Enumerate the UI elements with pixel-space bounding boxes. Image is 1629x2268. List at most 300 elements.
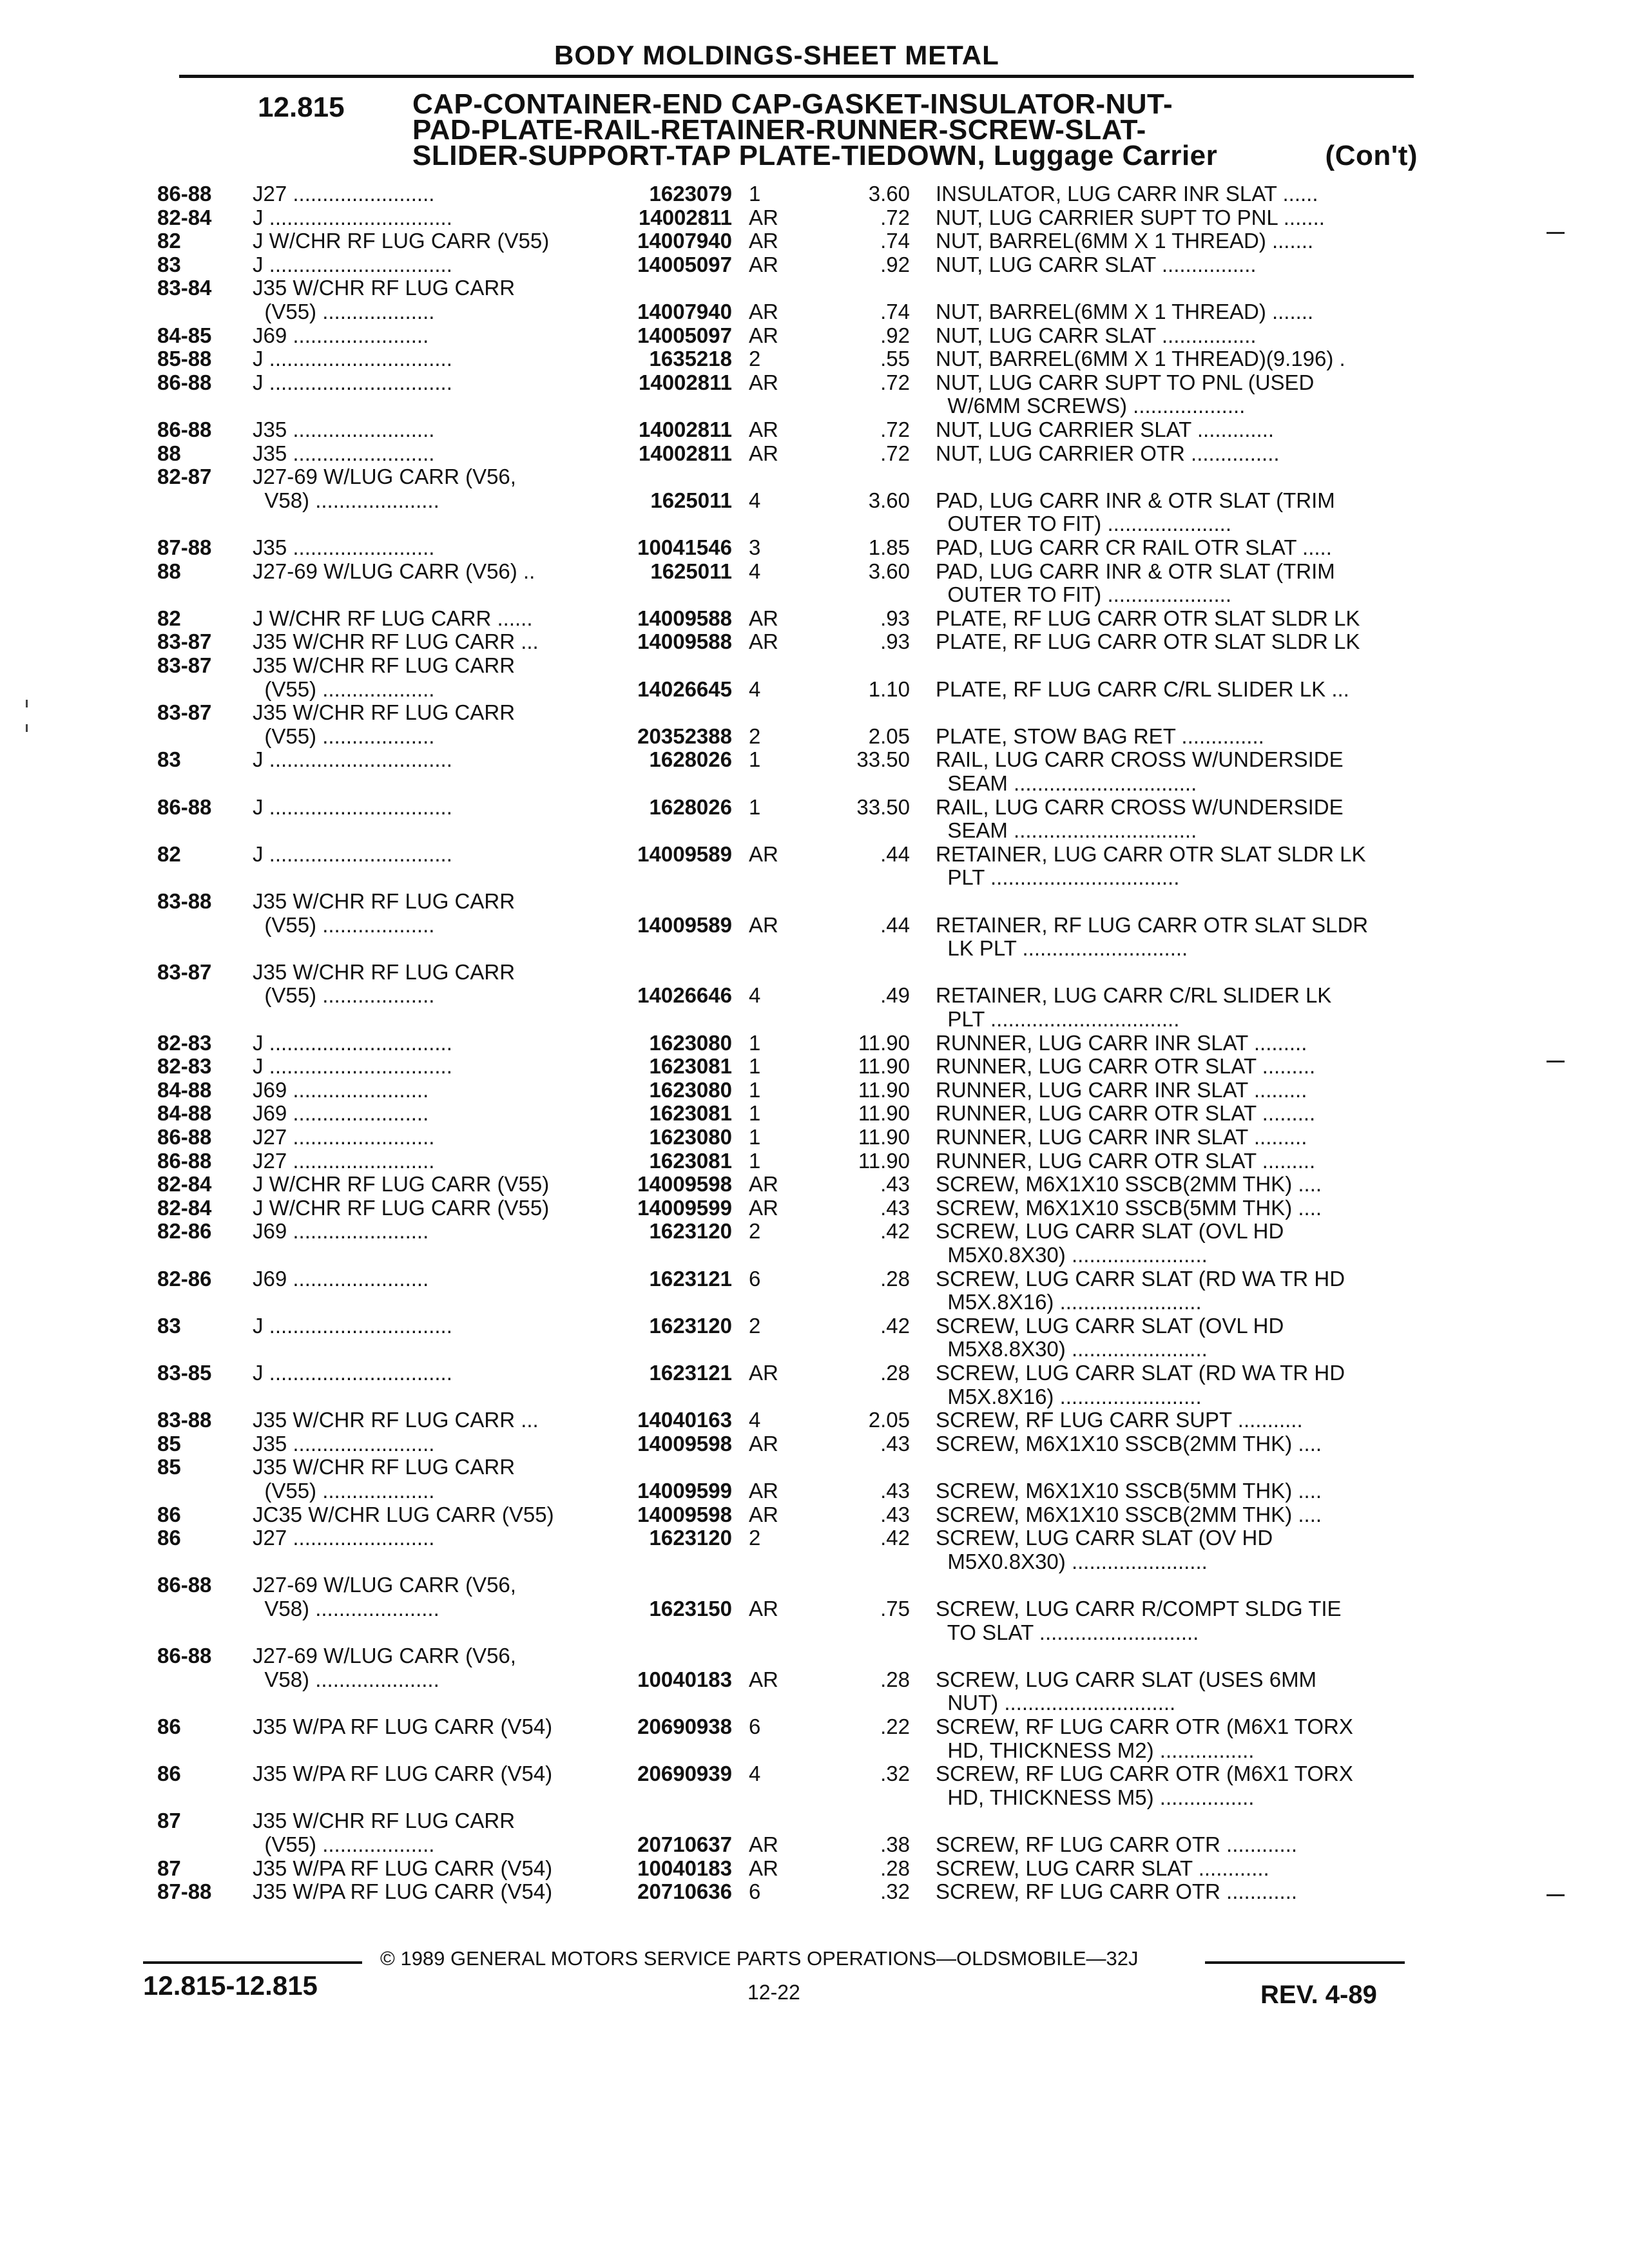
part-number: 1628026 — [649, 747, 732, 772]
description-line: NUT, LUG CARR SLAT ................ — [936, 323, 1257, 347]
part-number: 10041546 — [637, 535, 732, 559]
description-line: HD, THICKNESS M2) ................ — [936, 1738, 1255, 1762]
quantity: AR — [749, 1667, 778, 1691]
copyright-notice: © 1989 GENERAL MOTORS SERVICE PARTS OPERATIONS—OLDSMOBILE—32J — [380, 1947, 1139, 1970]
model-line: J ............................... — [253, 1054, 452, 1079]
margin-mark — [1547, 1894, 1565, 1896]
model-line: V58) ..................... — [253, 1667, 439, 1691]
model-line: J W/CHR RF LUG CARR (V55) — [253, 1172, 550, 1196]
price: 1.10 — [868, 677, 910, 701]
table-row — [0, 606, 1629, 630]
model-line: (V55) ................... — [253, 724, 435, 748]
table-row — [0, 1031, 1629, 1055]
description-line: SCREW, RF LUG CARR OTR (M6X1 TORX — [936, 1762, 1353, 1786]
quantity: 1 — [749, 794, 761, 819]
year-range: 83-88 — [157, 1408, 212, 1432]
model-line: J ............................... — [253, 1030, 452, 1055]
price: 11.90 — [858, 1077, 910, 1102]
model-line: J ............................... — [253, 841, 452, 866]
header-rule — [179, 75, 1414, 78]
price: 3.60 — [868, 559, 910, 583]
part-number: 14007940 — [637, 229, 732, 253]
table-row — [0, 1879, 1629, 1903]
price: .43 — [880, 1195, 910, 1220]
table-row — [0, 747, 1629, 794]
description-line: NUT, LUG CARRIER OTR ............... — [936, 441, 1280, 465]
quantity: AR — [749, 323, 778, 347]
year-range: 85-88 — [157, 347, 212, 371]
price: .72 — [880, 370, 910, 394]
model-line: J35 W/CHR RF LUG CARR — [253, 959, 516, 984]
price: .42 — [880, 1526, 910, 1550]
year-range: 83-88 — [157, 889, 212, 913]
year-range: 86-88 — [157, 182, 212, 206]
part-number: 1623120 — [649, 1313, 732, 1338]
description-line: PAD, LUG CARR INR & OTR SLAT (TRIM — [936, 559, 1335, 583]
model-line: J35 ........................ — [253, 418, 435, 441]
table-row — [0, 347, 1629, 370]
model-line: J35 ........................ — [253, 535, 435, 559]
price: .44 — [880, 912, 910, 937]
description-line: SCREW, RF LUG CARR OTR (M6X1 TORX — [936, 1715, 1353, 1738]
description-line: SCREW, M6X1X10 SSCB(5MM THK) .... — [936, 1195, 1322, 1220]
year-range: 87 — [157, 1809, 181, 1833]
price: .43 — [880, 1502, 910, 1526]
quantity: 4 — [749, 559, 761, 583]
description-line: SCREW, M6X1X10 SSCB(2MM THK) .... — [936, 1431, 1322, 1456]
year-range: 83-87 — [157, 959, 212, 984]
table-row — [0, 1526, 1629, 1573]
year-range: 86-88 — [157, 1644, 212, 1668]
description-line: PAD, LUG CARR CR RAIL OTR SLAT ..... — [936, 535, 1332, 559]
quantity: 2 — [749, 1219, 761, 1244]
price: .44 — [880, 841, 910, 866]
description-line: RETAINER, LUG CARR C/RL SLIDER LK — [936, 983, 1332, 1008]
price: 11.90 — [858, 1054, 910, 1079]
price: .32 — [880, 1762, 910, 1786]
table-row — [0, 370, 1629, 418]
quantity: 1 — [749, 1077, 761, 1102]
table-row — [0, 1644, 1629, 1715]
year-range: 83-87 — [157, 700, 212, 725]
description-line: RAIL, LUG CARR CROSS W/UNDERSIDE — [936, 747, 1344, 772]
year-range: 83-87 — [157, 653, 212, 677]
description-line: W/6MM SCREWS) ................... — [936, 394, 1246, 418]
table-row — [0, 182, 1629, 206]
model-line: J35 W/CHR RF LUG CARR — [253, 1455, 516, 1479]
year-range: 83-85 — [157, 1361, 212, 1385]
footer-section-range: 12.815-12.815 — [143, 1970, 318, 2001]
table-row — [0, 653, 1629, 700]
description-line: RETAINER, RF LUG CARR OTR SLAT SLDR — [936, 912, 1369, 937]
table-row — [0, 889, 1629, 960]
description-line: SCREW, LUG CARR SLAT (OV HD — [936, 1526, 1273, 1550]
model-line: J35 W/CHR RF LUG CARR ... — [253, 629, 539, 654]
table-row — [0, 1809, 1629, 1856]
model-line: J27 ........................ — [253, 1526, 435, 1550]
model-line: J35 W/PA RF LUG CARR (V54) — [253, 1715, 553, 1738]
description-line: NUT, LUG CARRIER SUPT TO PNL ....... — [936, 205, 1325, 229]
year-range: 88 — [157, 441, 181, 465]
quantity: AR — [749, 1502, 778, 1526]
model-line: J35 W/PA RF LUG CARR (V54) — [253, 1762, 553, 1786]
table-row — [0, 206, 1629, 229]
table-row — [0, 1101, 1629, 1125]
price: 33.50 — [856, 747, 910, 772]
quantity: 1 — [749, 1054, 761, 1079]
description-line: RUNNER, LUG CARR OTR SLAT ......... — [936, 1148, 1316, 1173]
description-line: OUTER TO FIT) ..................... — [936, 582, 1231, 607]
model-line: J35 W/CHR RF LUG CARR — [253, 276, 516, 300]
price: .93 — [880, 629, 910, 654]
year-range: 87 — [157, 1856, 181, 1880]
description-line: NUT, BARREL(6MM X 1 THREAD)(9.196) . — [936, 347, 1345, 371]
part-number: 20352388 — [637, 724, 732, 748]
year-range: 83 — [157, 252, 181, 276]
description-line: PLATE, RF LUG CARR OTR SLAT SLDR LK — [936, 629, 1360, 654]
year-range: 88 — [157, 559, 181, 583]
quantity: AR — [749, 629, 778, 654]
quantity: AR — [749, 912, 778, 937]
model-line: J W/CHR RF LUG CARR ...... — [253, 606, 533, 630]
price: .42 — [880, 1313, 910, 1338]
table-row — [0, 465, 1629, 535]
year-range: 82 — [157, 606, 181, 630]
margin-mark — [26, 724, 28, 732]
model-line: J27-69 W/LUG CARR (V56) .. — [253, 559, 535, 583]
table-row — [0, 1762, 1629, 1809]
section-title — [412, 88, 1418, 171]
description-line: OUTER TO FIT) ..................... — [936, 512, 1231, 536]
description-line: M5X8.8X30) ....................... — [936, 1337, 1208, 1361]
model-line: J27-69 W/LUG CARR (V56, — [253, 465, 516, 489]
part-number: 14002811 — [638, 418, 732, 441]
model-line: (V55) ................... — [253, 677, 435, 701]
part-number: 14009599 — [637, 1195, 732, 1220]
price: .72 — [880, 205, 910, 229]
quantity: AR — [749, 205, 778, 229]
description-line: RUNNER, LUG CARR OTR SLAT ......... — [936, 1101, 1316, 1126]
table-row — [0, 1856, 1629, 1880]
year-range: 84-88 — [157, 1077, 212, 1102]
description-line: RETAINER, LUG CARR OTR SLAT SLDR LK — [936, 841, 1366, 866]
description-line: SCREW, LUG CARR SLAT (USES 6MM — [936, 1667, 1317, 1691]
table-row — [0, 1125, 1629, 1149]
model-line: (V55) ................... — [253, 912, 435, 937]
table-row — [0, 229, 1629, 253]
part-number: 14009589 — [637, 841, 732, 866]
model-line: J35 ........................ — [253, 441, 435, 465]
description-line: M5X.8X16) ........................ — [936, 1384, 1202, 1408]
price: .28 — [880, 1361, 910, 1385]
description-line: SCREW, RF LUG CARR OTR ............ — [936, 1879, 1298, 1904]
model-line: J35 W/PA RF LUG CARR (V54) — [253, 1879, 553, 1904]
model-line: J ............................... — [253, 205, 452, 229]
part-number: 14002811 — [638, 441, 732, 465]
quantity: 2 — [749, 724, 761, 748]
page-number: 12-22 — [747, 1981, 800, 2004]
part-number: 14007940 — [637, 299, 732, 323]
description-line: M5X0.8X30) ....................... — [936, 1242, 1208, 1267]
section-title-line: PAD-PLATE-RAIL-RETAINER-RUNNER-SCREW-SLAT- — [412, 114, 1146, 146]
description-line: PLATE, STOW BAG RET .............. — [936, 724, 1264, 748]
margin-mark — [26, 700, 28, 707]
part-number: 20690938 — [637, 1715, 732, 1738]
year-range: 86 — [157, 1526, 181, 1550]
part-number: 14005097 — [637, 252, 732, 276]
quantity: AR — [749, 1431, 778, 1456]
quantity: 6 — [749, 1715, 761, 1738]
table-row — [0, 1361, 1629, 1408]
quantity: 1 — [749, 1148, 761, 1173]
table-row — [0, 559, 1629, 606]
description-line: NUT, BARREL(6MM X 1 THREAD) ....... — [936, 299, 1314, 323]
table-row — [0, 1219, 1629, 1266]
table-row — [0, 253, 1629, 276]
part-number: 1623120 — [649, 1526, 732, 1550]
year-range: 82-87 — [157, 465, 212, 489]
table-row — [0, 960, 1629, 1031]
footer-rule — [1205, 1961, 1405, 1964]
year-range: 83-87 — [157, 629, 212, 654]
table-row — [0, 629, 1629, 653]
quantity: AR — [749, 252, 778, 276]
part-number: 14026646 — [637, 983, 732, 1008]
continued-label: (Con't) — [1325, 140, 1418, 171]
price: .49 — [880, 983, 910, 1008]
price: .55 — [880, 347, 910, 371]
quantity: 4 — [749, 488, 761, 512]
part-number: 1625011 — [650, 559, 732, 583]
quantity: 2 — [749, 347, 761, 371]
description-line: HD, THICKNESS M5) ................ — [936, 1785, 1255, 1809]
quantity: 6 — [749, 1879, 761, 1904]
description-line: SEAM ............................... — [936, 771, 1197, 795]
part-number: 14009588 — [637, 606, 732, 630]
price: 11.90 — [858, 1148, 910, 1173]
description-line: INSULATOR, LUG CARR INR SLAT ...... — [936, 182, 1318, 206]
price: .92 — [880, 252, 910, 276]
quantity: 1 — [749, 1101, 761, 1126]
year-range: 82-83 — [157, 1054, 212, 1079]
model-line: J ............................... — [253, 747, 452, 772]
model-line: J69 ....................... — [253, 323, 429, 347]
margin-mark — [1547, 232, 1565, 234]
model-line: J ............................... — [253, 1313, 452, 1338]
quantity: 4 — [749, 677, 761, 701]
price: .22 — [880, 1715, 910, 1738]
model-line: (V55) ................... — [253, 983, 435, 1008]
model-line: J ............................... — [253, 347, 452, 371]
part-number: 1623150 — [649, 1596, 732, 1620]
model-line: (V55) ................... — [253, 1832, 435, 1856]
price: 11.90 — [858, 1030, 910, 1055]
year-range: 82-86 — [157, 1219, 212, 1244]
quantity: 4 — [749, 983, 761, 1008]
model-line: J27-69 W/LUG CARR (V56, — [253, 1644, 516, 1668]
model-line: J W/CHR RF LUG CARR (V55) — [253, 1195, 550, 1220]
description-line: SCREW, M6X1X10 SSCB(2MM THK) .... — [936, 1502, 1322, 1526]
part-number: 14009598 — [637, 1172, 732, 1196]
price: 11.90 — [858, 1101, 910, 1126]
year-range: 86-88 — [157, 418, 212, 441]
description-line: SCREW, LUG CARR R/COMPT SLDG TIE — [936, 1596, 1342, 1620]
part-number: 14002811 — [638, 205, 732, 229]
quantity: AR — [749, 229, 778, 253]
quantity: AR — [749, 441, 778, 465]
part-number: 1623079 — [649, 182, 732, 206]
year-range: 82-83 — [157, 1030, 212, 1055]
model-line: J ............................... — [253, 1361, 452, 1385]
price: .28 — [880, 1667, 910, 1691]
quantity: AR — [749, 1832, 778, 1856]
part-number: 14005097 — [637, 323, 732, 347]
part-number: 1623120 — [649, 1219, 732, 1244]
part-number: 1623121 — [649, 1361, 732, 1385]
table-row — [0, 1078, 1629, 1102]
year-range: 86-88 — [157, 1125, 212, 1149]
quantity: 2 — [749, 1526, 761, 1550]
price: 3.60 — [868, 488, 910, 512]
model-line: J69 ....................... — [253, 1077, 429, 1102]
description-line: PLATE, RF LUG CARR C/RL SLIDER LK ... — [936, 677, 1349, 701]
section-title-line: CAP-CONTAINER-END CAP-GASKET-INSULATOR-NUT- — [412, 88, 1173, 120]
quantity: 1 — [749, 1125, 761, 1149]
model-line: J ............................... — [253, 252, 452, 276]
model-line: J69 ....................... — [253, 1101, 429, 1126]
model-line: V58) ..................... — [253, 1596, 439, 1620]
model-line: J35 W/CHR RF LUG CARR ... — [253, 1408, 539, 1432]
quantity: 4 — [749, 1762, 761, 1786]
table-row — [0, 1573, 1629, 1644]
description-line: NUT, LUG CARR SUPT TO PNL (USED — [936, 370, 1315, 394]
price: .32 — [880, 1879, 910, 1904]
year-range: 86-88 — [157, 370, 212, 394]
quantity: AR — [749, 606, 778, 630]
part-number: 1623081 — [649, 1054, 732, 1079]
margin-mark — [1547, 1061, 1565, 1062]
model-line: J27-69 W/LUG CARR (V56, — [253, 1573, 516, 1597]
description-line: SCREW, LUG CARR SLAT (RD WA TR HD — [936, 1361, 1345, 1385]
year-range: 82-84 — [157, 205, 212, 229]
description-line: TO SLAT ........................... — [936, 1620, 1199, 1644]
description-line: RUNNER, LUG CARR INR SLAT ......... — [936, 1030, 1307, 1055]
quantity: AR — [749, 1195, 778, 1220]
description-line: RAIL, LUG CARR CROSS W/UNDERSIDE — [936, 794, 1344, 819]
price: .28 — [880, 1266, 910, 1291]
part-number: 20690939 — [637, 1762, 732, 1786]
table-row — [0, 700, 1629, 747]
price: .43 — [880, 1478, 910, 1503]
table-row — [0, 276, 1629, 323]
description-line: PAD, LUG CARR INR & OTR SLAT (TRIM — [936, 488, 1335, 512]
year-range: 86 — [157, 1502, 181, 1526]
model-line: J27 ........................ — [253, 1148, 435, 1173]
section-title-line: SLIDER-SUPPORT-TAP PLATE-TIEDOWN, Luggage Carrier — [412, 140, 1218, 171]
model-line: J ............................... — [253, 370, 452, 394]
quantity: AR — [749, 370, 778, 394]
description-line: RUNNER, LUG CARR INR SLAT ......... — [936, 1077, 1307, 1102]
table-row — [0, 795, 1629, 842]
price: .92 — [880, 323, 910, 347]
description-line: PLATE, RF LUG CARR OTR SLAT SLDR LK — [936, 606, 1360, 630]
price: .28 — [880, 1856, 910, 1880]
price: .38 — [880, 1832, 910, 1856]
year-range: 82 — [157, 841, 181, 866]
model-line: (V55) ................... — [253, 1478, 435, 1503]
year-range: 85 — [157, 1431, 181, 1456]
price: .43 — [880, 1172, 910, 1196]
quantity: 4 — [749, 1408, 761, 1432]
quantity: AR — [749, 1596, 778, 1620]
model-line: J ............................... — [253, 794, 452, 819]
year-range: 84-85 — [157, 323, 212, 347]
description-line: NUT, BARREL(6MM X 1 THREAD) ....... — [936, 229, 1314, 253]
table-row — [0, 1432, 1629, 1456]
quantity: AR — [749, 1856, 778, 1880]
part-number: 14026645 — [637, 677, 732, 701]
year-range: 82-84 — [157, 1195, 212, 1220]
year-range: 86-88 — [157, 1148, 212, 1173]
description-line: NUT, LUG CARR SLAT ................ — [936, 252, 1257, 276]
model-line: J35 W/CHR RF LUG CARR — [253, 889, 516, 913]
table-row — [0, 1314, 1629, 1361]
part-number: 10040183 — [637, 1667, 732, 1691]
price: .72 — [880, 441, 910, 465]
quantity: 2 — [749, 1313, 761, 1338]
description-line: SCREW, M6X1X10 SSCB(2MM THK) .... — [936, 1172, 1322, 1196]
quantity: AR — [749, 1172, 778, 1196]
year-range: 86 — [157, 1715, 181, 1738]
part-number: 1623081 — [649, 1101, 732, 1126]
part-number: 20710636 — [637, 1879, 732, 1904]
part-number: 1623080 — [649, 1077, 732, 1102]
year-range: 87-88 — [157, 1879, 212, 1904]
year-range: 86-88 — [157, 1573, 212, 1597]
description-line: SCREW, LUG CARR SLAT (OVL HD — [936, 1219, 1284, 1244]
part-number: 14009598 — [637, 1502, 732, 1526]
part-number: 14009599 — [637, 1478, 732, 1503]
description-line: RUNNER, LUG CARR OTR SLAT ......... — [936, 1054, 1316, 1079]
price: 1.85 — [868, 535, 910, 559]
table-row — [0, 1054, 1629, 1078]
description-line: SCREW, LUG CARR SLAT ............ — [936, 1856, 1269, 1880]
table-row — [0, 441, 1629, 465]
price: .74 — [880, 229, 910, 253]
year-range: 87-88 — [157, 535, 212, 559]
year-range: 86 — [157, 1762, 181, 1786]
table-row — [0, 1408, 1629, 1432]
year-range: 83-84 — [157, 276, 212, 300]
quantity: AR — [749, 299, 778, 323]
price: .42 — [880, 1219, 910, 1244]
model-line: J27 ........................ — [253, 1125, 435, 1149]
year-range: 85 — [157, 1455, 181, 1479]
part-number: 1623080 — [649, 1030, 732, 1055]
model-line: J69 ....................... — [253, 1219, 429, 1244]
quantity: AR — [749, 841, 778, 866]
part-number: 1623080 — [649, 1125, 732, 1149]
model-line: J27 ........................ — [253, 182, 435, 206]
revision-label: REV. 4-89 — [1260, 1981, 1377, 2009]
quantity: AR — [749, 1361, 778, 1385]
quantity: 3 — [749, 535, 761, 559]
price: .93 — [880, 606, 910, 630]
quantity: 1 — [749, 182, 761, 206]
model-line: J35 W/PA RF LUG CARR (V54) — [253, 1856, 553, 1880]
year-range: 86-88 — [157, 794, 212, 819]
table-row — [0, 535, 1629, 559]
